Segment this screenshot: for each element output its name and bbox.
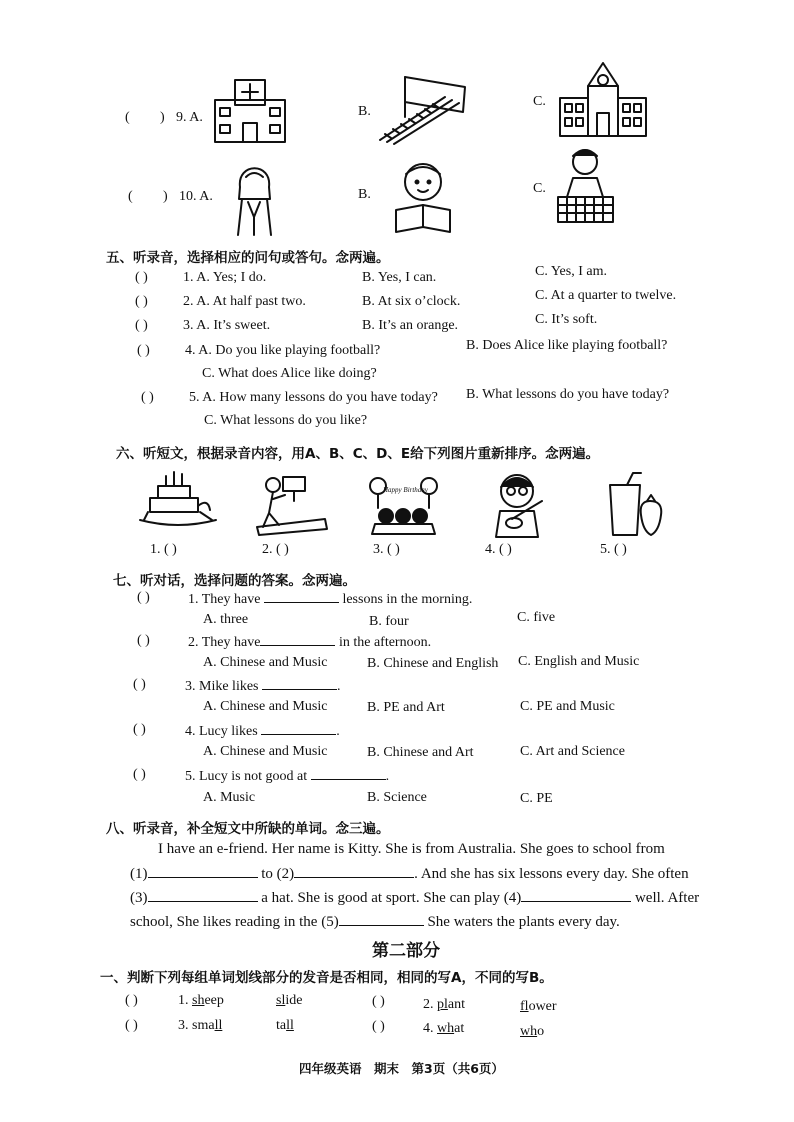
s5-paren: ( ): [135, 294, 148, 309]
s5-option: B. Yes, I can.: [362, 270, 437, 285]
page-footer: 四年级英语 期末 第3页（共6页）: [299, 1061, 504, 1076]
s6-label: 4. ( ): [485, 542, 512, 557]
s5-option: B. At six o’clock.: [362, 294, 461, 309]
p2-word: slide: [276, 993, 303, 1008]
school-building-icon: [558, 58, 648, 138]
hospital-icon: [210, 75, 290, 145]
s7-paren: ( ): [137, 633, 150, 648]
s7-paren: ( ): [137, 590, 150, 605]
s5-paren: ( ): [135, 270, 148, 285]
q9-paren-close: ): [160, 110, 165, 125]
part2-heading: 一、判断下列每组单词划线部分的发音是否相同，相同的写A，不同的写B。: [100, 970, 553, 986]
s6-heading: 六、听短文，根据录音内容，用A、B、C、D、E给下列图片重新排序。念两遍。: [116, 446, 600, 462]
q9-b-label: B.: [358, 104, 371, 119]
s7-question: 4. Lucy likes .: [185, 724, 340, 739]
s7-option: A. Chinese and Music: [203, 699, 328, 714]
s5-paren: ( ): [137, 343, 150, 358]
s5-option: C. Yes, I am.: [535, 264, 607, 279]
party-banner: Happy Birthday: [383, 486, 428, 494]
p2-paren: ( ): [372, 1019, 385, 1034]
s7-option: C. PE: [520, 791, 553, 806]
s5-option: C. At a quarter to twelve.: [535, 288, 677, 303]
s5-paren: ( ): [141, 390, 154, 405]
s5-option: C. What does Alice like doing?: [202, 366, 377, 381]
s7-question: 2. They have in the afternoon.: [188, 635, 432, 650]
s7-paren: ( ): [133, 767, 146, 782]
q9-number: 9. A.: [176, 110, 203, 125]
s5-heading: 五、听录音，选择相应的问句或答句。念两遍。: [106, 250, 390, 266]
s8-line-1: I have an e-friend. Her name is Kitty. She is from Australia. She goes to school from: [158, 841, 665, 857]
p2-word: 2. plant: [423, 997, 465, 1012]
s5-option: B. It’s an orange.: [362, 318, 459, 333]
s7-option: C. Art and Science: [520, 744, 625, 759]
p2-paren: ( ): [372, 994, 385, 1009]
s8-line-3: (3) a hat. She is good at sport. She can play (4) well. After: [130, 890, 700, 906]
s5-option: 1. A. Yes; I do.: [183, 270, 267, 285]
p2-word: flower: [520, 999, 557, 1014]
fence-flag-icon: [375, 72, 470, 144]
q10-b-label: B.: [358, 187, 371, 202]
q10-number: 10. A.: [179, 189, 213, 204]
s7-option: B. Science: [367, 790, 427, 805]
s7-paren: ( ): [133, 677, 146, 692]
s5-option: C. It’s soft.: [535, 312, 598, 327]
girl-icon: [232, 157, 277, 237]
s7-option: B. PE and Art: [367, 700, 445, 715]
s7-question: 3. Mike likes .: [185, 679, 341, 694]
birthday-cake-icon: [138, 468, 218, 530]
boy-reading-icon: [388, 160, 458, 235]
s5-option: 4. A. Do you like playing football?: [185, 343, 381, 358]
part2-title: 第二部分: [372, 941, 440, 961]
p2-paren: ( ): [125, 1018, 138, 1033]
p2-word: 3. small: [178, 1018, 223, 1033]
s7-option: B. Chinese and Art: [367, 745, 474, 760]
s7-heading: 七、听对话，选择问题的答案。念两遍。: [113, 573, 356, 589]
p2-word: tall: [276, 1018, 294, 1033]
p2-paren: ( ): [125, 993, 138, 1008]
s7-option: C. PE and Music: [520, 699, 615, 714]
s7-question: 5. Lucy is not good at .: [185, 769, 390, 784]
s7-option: C. English and Music: [518, 654, 640, 669]
violin-player-icon: [492, 471, 547, 539]
s7-option: A. Music: [203, 790, 256, 805]
juice-strawberry-icon: [605, 471, 665, 537]
s7-question: 1. They have lessons in the morning.: [188, 592, 473, 607]
p2-word: who: [520, 1024, 545, 1039]
s7-option: A. three: [203, 612, 249, 627]
s5-paren: ( ): [135, 318, 148, 333]
s7-option: B. four: [369, 614, 409, 629]
s6-label: 5. ( ): [600, 542, 627, 557]
s7-option: B. Chinese and English: [367, 656, 499, 671]
s5-option: 5. A. How many lessons do you have today?: [189, 390, 438, 405]
q10-paren-open: (: [128, 189, 133, 204]
s6-label: 3. ( ): [373, 542, 400, 557]
s7-option: C. five: [517, 610, 556, 625]
s8-line-4: school, She likes reading in the (5) She waters the plants every day.: [130, 914, 620, 930]
p2-word: 4. what: [423, 1021, 465, 1036]
s5-option: 2. A. At half past two.: [183, 294, 306, 309]
boy-chess-icon: [553, 142, 618, 227]
s6-label: 2. ( ): [262, 542, 289, 557]
s8-line-2: (1) to (2) . And she has six lessons every day. She often: [130, 866, 689, 882]
s5-option: C. What lessons do you like?: [204, 413, 368, 428]
q10-c-label: C.: [533, 181, 546, 196]
s8-heading: 八、听录音，补全短文中所缺的单词。念三遍。: [106, 821, 390, 837]
s7-paren: ( ): [133, 722, 146, 737]
p2-word: 1. sheep: [178, 993, 224, 1008]
s7-option: A. Chinese and Music: [203, 655, 328, 670]
basketball-icon: [255, 475, 330, 535]
q9-paren-open: (: [125, 110, 130, 125]
s6-label: 1. ( ): [150, 542, 177, 557]
s7-option: A. Chinese and Music: [203, 744, 328, 759]
s5-option: B. What lessons do you have today?: [466, 387, 670, 402]
s5-option: B. Does Alice like playing football?: [466, 338, 668, 353]
s5-option: 3. A. It’s sweet.: [183, 318, 271, 333]
party-icon: [366, 474, 441, 536]
q9-c-label: C.: [533, 94, 546, 109]
q10-paren-close: ): [163, 189, 168, 204]
